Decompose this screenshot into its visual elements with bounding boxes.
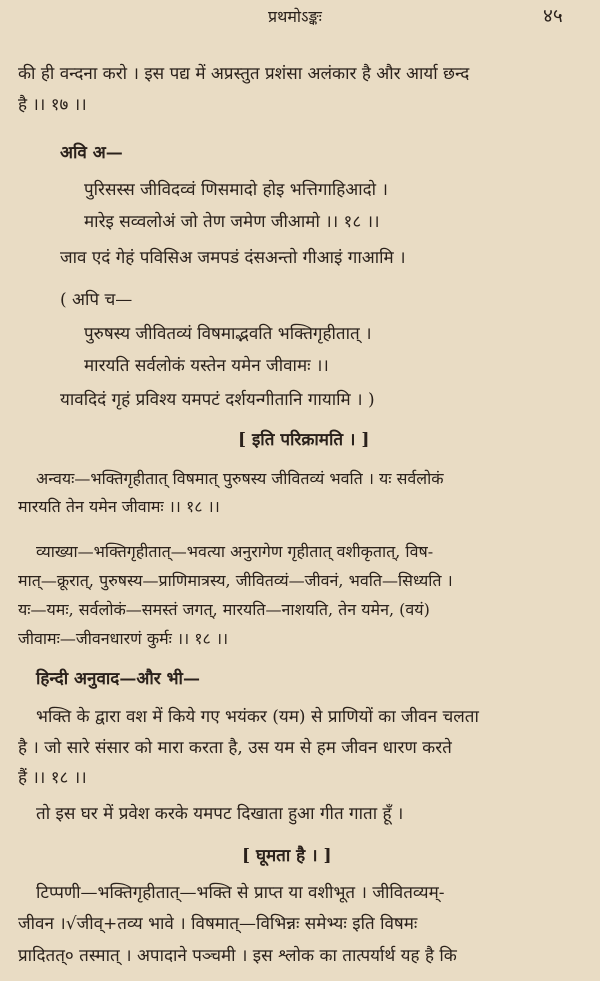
verse-sanskrit-1: पुरुषस्य जीवितव्यं विषमाद्भवति भक्तिगृहीतात् । — [84, 324, 372, 344]
hindi-line-2: है । जो सारे संसार को मारा करता है, उस यम से हम जीवन धारण करते — [18, 738, 452, 758]
sanskrit-heading: ( अपि च— — [60, 290, 133, 310]
stage-direction-1: [ इति परिक्रामति । ] — [238, 430, 370, 450]
tippani-line-3: प्रादितत्० तस्मात् । अपादाने पञ्चमी । इस श्लोक का तात्पर्यार्थ यह है कि — [18, 946, 457, 966]
hindi-translation-heading: हिन्दी अनुवाद—और भी— — [36, 669, 200, 689]
hindi-line-4: तो इस घर में प्रवेश करके यमपट दिखाता हुआ गीत गाता हूँ । — [36, 804, 404, 824]
vyakhya-line-4: जीवामः—जीवनधारणं कुर्मः ।। १८ ।। — [18, 629, 229, 648]
verse-prakrit-1: पुरिसस्स जीविदव्वं णिसमादो होइ भत्तिगाहिआदो । — [84, 180, 388, 200]
verse-prakrit-2: मारेइ सव्वलोअं जो तेण जमेण जीआमो ।। १८ ।। — [84, 212, 380, 232]
running-title: प्रथमोऽङ्कः — [268, 7, 322, 26]
anvaya-line-2: मारयति तेन यमेन जीवामः ।। १८ ।। — [18, 497, 220, 516]
vyakhya-line-1: व्याख्या—भक्तिगृहीतात्—भवत्या अनुरागेण गृहीतात् वशीकृतात्, विष- — [36, 542, 434, 561]
anvaya-line-1: अन्वयः—भक्तिगृहीतात् विषमात् पुरुषस्य जीवितव्यं भवति । यः सर्वलोकं — [36, 469, 444, 488]
text-line-2: है ।। १७ ।। — [18, 95, 87, 115]
verse-sanskrit-2: मारयति सर्वलोकं यस्तेन यमेन जीवामः ।। — [84, 356, 329, 376]
vyakhya-line-3: यः—यमः, सर्वलोकं—समस्तं जगत्, मारयति—नाशयति, तेन यमेन, (वयं) — [18, 600, 430, 619]
page-number: ४५ — [543, 5, 563, 27]
hindi-line-1: भक्ति के द्वारा वश में किये गए भयंकर (यम) से प्राणियों का जीवन चलता — [36, 707, 479, 727]
hindi-line-3: हैं ।। १८ ।। — [18, 768, 87, 788]
speaker-heading: अवि अ— — [60, 143, 123, 163]
vyakhya-line-2: मात्—क्रूरात्, पुरुषस्य—प्राणिमात्रस्य, जीवितव्यं—जीवनं, भवति—सिध्यति । — [18, 571, 453, 590]
tippani-line-2: जीवन ।√जीव्+तव्य भावे । विषमात्—विभिन्नः समेभ्यः इति विषमः — [18, 914, 418, 934]
text-line-prakrit-prose: जाव एदं गेहं पविसिअ जमपडं दंसअन्तो गीआइं गाआमि । — [60, 248, 406, 268]
text-line-1: की ही वन्दना करो । इस पद्य में अप्रस्तुत प्रशंसा अलंकार है और आर्या छन्द — [18, 64, 470, 84]
tippani-line-1: टिप्पणी—भक्तिगृहीतात्—भक्ति से प्राप्त या वशीभूत । जीवितव्यम्- — [36, 883, 445, 903]
text-line-sanskrit-prose: यावदिदं गृहं प्रविश्य यमपटं दर्शयन्गीतानि गायामि । ) — [60, 390, 375, 410]
stage-direction-2: [ घूमता है । ] — [242, 846, 332, 866]
